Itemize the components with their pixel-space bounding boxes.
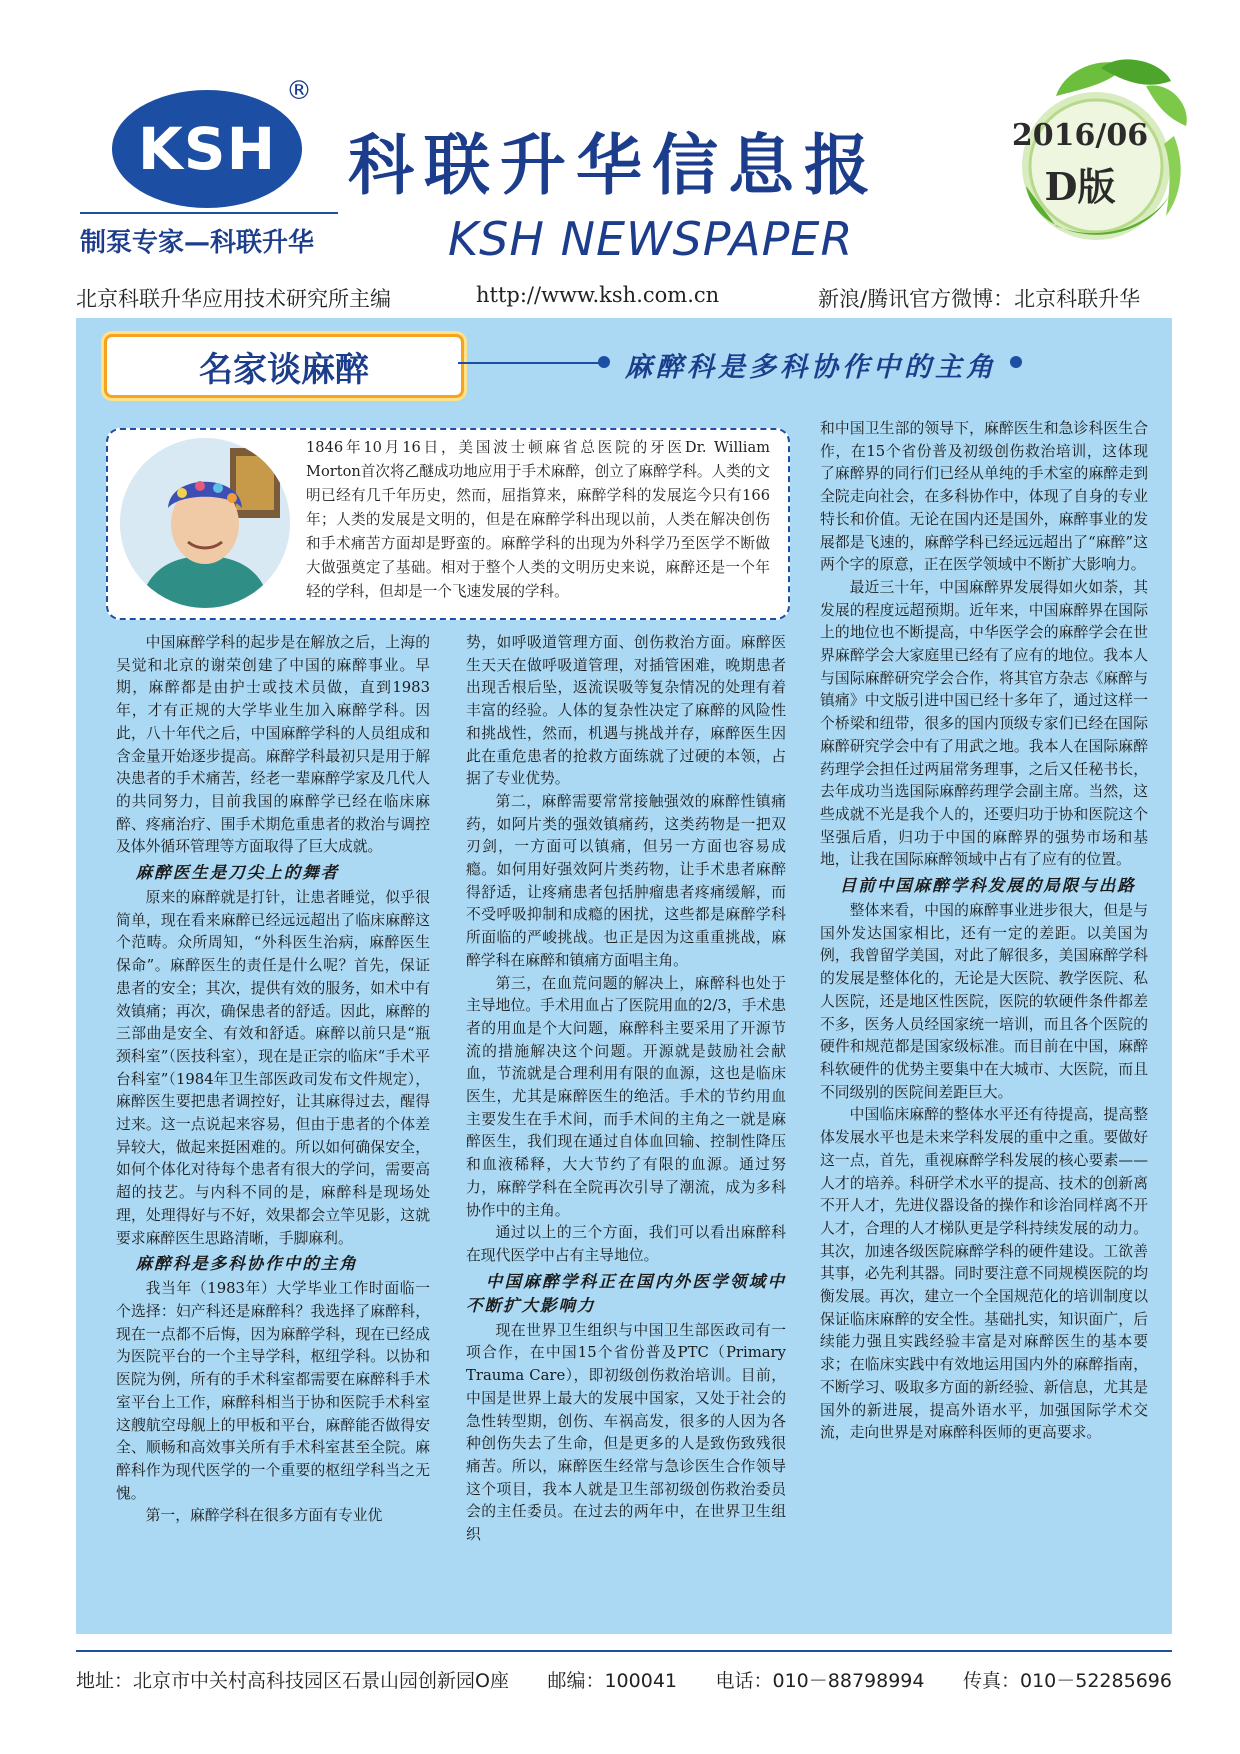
section-banner — [104, 334, 464, 398]
article-column-3 — [820, 418, 1148, 1445]
ksh-logo — [112, 90, 302, 208]
footer-divider — [76, 1650, 1172, 1652]
subheading-lead-role: 麻醉科是多科协作中的主角 — [135, 1254, 358, 1274]
footer — [76, 1666, 1172, 1693]
paragraph: 势，如呼吸道管理方面、创伤救治方面。麻醉医生天天在做呼吸道管理，对插管困难，晚期患者出现舌根后坠，返流误吸等复杂情况的处理有着丰富的经验。人体的复杂性决定了麻醉的风险性和挑战性，然而，机遇与挑战并存，麻醉医生因此在重危患者的抢救方面练就了过硬的本领，占据了专业优势。 — [466, 634, 786, 788]
bullet-dot-left — [598, 356, 610, 368]
weibo-line: 新浪/腾讯官方微博：北京科联升华 — [818, 287, 1141, 311]
footer-address: 地址：北京市中关村高科技园区石景山园创新园O座 — [76, 1670, 509, 1692]
website-link[interactable]: http://www.ksh.com.cn — [476, 283, 720, 307]
logo-text: KSH — [137, 115, 277, 183]
intro-paragraph: 1846年10月16日，美国波士顿麻省总医院的牙医Dr. William Morton首次将乙醚成功地应用于手术麻醉，创立了麻醉学科。人类的文明已经有几千年历史，然而，屈指算来，麻醉学科的发展迄今只有166年；人类的发展是文明的，但是在麻醉学科出现以前，人类在解决创伤和手术痛苦方面却是野蛮的。麻醉学科的出现为外科学乃至医学不断做大做强奠定了基础。相对于整个人类的文明历史来说，麻醉还是一个年轻的学科，但却是一个飞速发展的学科。 — [306, 439, 770, 600]
newspaper-title-en: KSH NEWSPAPER — [448, 212, 854, 266]
paragraph: 第二，麻醉需要常常接触强效的麻醉性镇痛药，如阿片类的强效镇痛药，这类药物是一把双刃剑，一方面可以镇痛，但另一方面也容易成瘾。如何用好强效阿片类药物，让手术患者麻醉得舒适，让疼痛患者包括肿瘤患者疼痛缓解，而不受呼吸抑制和成瘾的困扰，这些都是麻醉学科所面临的严峻挑战。也正是因为这重重挑战，麻醉学科在麻醉和镇痛方面唱主角。 — [466, 792, 786, 969]
newspaper-title-cn: 科联升华信息报 — [348, 126, 880, 204]
paragraph: 原来的麻醉就是打针，让患者睡觉，似乎很简单，现在看来麻醉已经远远超出了临床麻醉这个范畴。众所周知，“外科医生治病，麻醉医生保命”。麻醉医生的责任是什么呢？首先，保证患者的安全；其次，提供有效的服务，如术中有效镇痛；再次，确保患者的舒适。因此，麻醉的三部曲是安全、有效和舒适。麻醉以前只是“瓶颈科室”（医技科室），现在是正宗的临床“手术平台科室”（1984年卫生部医政司发布文件规定），麻醉医生要把患者调控好，让其麻得过去，醒得过来。这一点说起来容易，但由于患者的个体差异较大，做起来挺困难的。所以如何确保安全，如何个体化对待每个患者有很大的学问，需要高超的技艺。与内科不同的是，麻醉科是现场处理，处理得好与不好，效果都会立竿见影，这就要求麻醉医生思路清晰，手脚麻利。 — [116, 889, 430, 1247]
paragraph: 中国麻醉学科的起步是在解放之后，上海的吴觉和北京的谢荣创建了中国的麻醉事业。早期，麻醉都是由护士或技术员做，直到1983年，才有正规的大学毕业生加入麻醉学科。因此，八十年代之后，中国麻醉学科的人员组成和含金量开始逐步提高。麻醉学科最初只是用于解决患者的手术痛苦，经老一辈麻醉学家及几代人的共同努力，目前我国的麻醉学已经在临床麻醉、疼痛治疗、围手术期危重患者的救治与调控及体外循环管理等方面取得了巨大成就。 — [116, 634, 430, 856]
paragraph: 整体来看，中国的麻醉事业进步很大，但是与国外发达国家相比，还有一定的差距。以美国为例，我曾留学美国，对此了解很多，美国麻醉学科的发展是整体化的，无论是大医院、教学医院、私人医院，还是地区性医院，医院的软硬件条件都差不多，医务人员经国家统一培训，而且各个医院的硬件和规范都是国家级标准。而目前在中国，麻醉科软硬件的优势主要集中在大城市、大医院，而且不同级别的医院间差距巨大。 — [820, 902, 1148, 1101]
section-banner-text: 名家谈麻醉 — [199, 349, 369, 390]
logo-divider — [80, 212, 338, 214]
edition-version: D版 — [1044, 164, 1116, 209]
paragraph: 第一，麻醉学科在很多方面有专业优 — [145, 1507, 383, 1525]
paragraph: 最近三十年，中国麻醉界发展得如火如荼，其发展的程度远超预期。近年来，中国麻醉界在国际上的地位也不断提高，中华医学会的麻醉学会在世界麻醉学会大家庭里已经有了应有的地位。我本人与国际麻醉研究学会合作，将其官方杂志《麻醉与镇痛》中文版引进中国已经十多年了，通过这样一个桥梁和纽带，很多的国内顶级专家们已经在国际麻醉研究学会中有了用武之地。我本人在国际麻醉药理学会担任过两届常务理事，之后又任秘书长，去年成功当选国际麻醉药理学会副主席。当然，这些成就不光是我个人的，还要归功于协和医院这个坚强后盾，归功于中国的麻醉界的强势市场和基地，让我在国际麻醉领域中占有了应有的位置。 — [820, 578, 1148, 869]
paragraph: 现在世界卫生组织与中国卫生部医政司有一项合作，在中国15个省份普及PTC（Primary Trauma Care），即初级创伤救治培训。目前，中国是世界上最大的发展中国家，又处于社会的急性转型期，创伤、车祸高发，很多的人因为各种创伤失去了生命，但是更多的人是致伤致残很痛苦。所以，麻醉医生经常与急诊医生合作领导这个项目，我本人就是卫生部初级创伤救治委员会的主任委员。在过去的两年中，在世界卫生组织 — [466, 1321, 786, 1544]
section-subtitle: 麻醉科是多科协作中的主角 — [625, 352, 997, 383]
author-photo — [120, 438, 290, 608]
slogan: 制泵专家—科联升华 — [80, 228, 315, 258]
subheading-dancer: 麻醉医生是刀尖上的舞者 — [135, 863, 340, 883]
portrait-illustration — [120, 438, 290, 608]
footer-postcode: 邮编：100041 — [547, 1670, 677, 1692]
editor-line: 北京科联升华应用技术研究所主编 — [76, 287, 391, 311]
footer-fax: 传真：010－52285696 — [962, 1670, 1172, 1692]
registered-mark: ® — [286, 76, 312, 106]
article-column-1 — [116, 632, 430, 1528]
footer-phone: 电话：010－88798994 — [715, 1670, 925, 1692]
banner-rule-left — [458, 362, 608, 364]
subheading-influence: 中国麻醉学科正在国内外医学领域中不断扩大影响力 — [466, 1271, 786, 1315]
edition-date: 2016/06 — [1011, 118, 1149, 153]
paragraph: 通过以上的三个方面，我们可以看出麻醉科在现代医学中占有主导地位。 — [466, 1224, 786, 1264]
paragraph: 中国临床麻醉的整体水平还有待提高，提高整体发展水平也是未来学科发展的重中之重。要做好这一点，首先，重视麻醉学科发展的核心要素——人才的培养。科研学术水平的提高、技术的创新离不开人才，先进仪器设备的操作和诊治同样离不开人才，合理的人才梯队更是学科持续发展的动力。其次，加速各级医院麻醉学科的硬件建设。工欲善其事，必先利其器。同时要注意不同规模医院的均衡发展。再次，建立一个全国规范化的培训制度以保证临床麻醉的安全性。基础扎实，知识面广，后续能力强且实践经验丰富是对麻醉医生的基本要求；在临床实践中有效地运用国内外的麻醉指南，不断学习、吸取多方面的新经验、新信息，尤其是国外的新进展，提高外语水平，加强国际学术交流，走向世界是对麻醉科医师的更高要求。 — [820, 1106, 1148, 1442]
article-column-2 — [466, 632, 786, 1547]
bullet-dot-right — [1010, 356, 1022, 368]
subheading-limits: 目前中国麻醉学科发展的局限与出路 — [839, 876, 1136, 896]
paragraph: 我当年（1983年）大学毕业工作时面临一个选择：妇产科还是麻醉科？我选择了麻醉科，现在一点都不后悔，因为麻醉学科，现在已经成为医院平台的一个主导学科，枢纽学科。以协和医院为例，所有的手术科室都需要在麻醉科手术室平台上工作，麻醉科相当于协和医院手术科室这艘航空母舰上的甲板和平台，麻醉能否做得安全、顺畅和高效事关所有手术科室甚至全院。麻醉科作为现代医学的一个重要的枢纽学科当之无愧。 — [116, 1280, 430, 1502]
paragraph: 第三，在血荒问题的解决上，麻醉科也处于主导地位。手术用血占了医院用血的2/3，手术患者的用血是个大问题，麻醉科主要采用了开源节流的措施解决这个问题。开源就是鼓励社会献血，节流就是合理利用有限的血源，这也是临床医生，尤其是麻醉医生的绝活。手术的节约用血主要发生在手术间，而手术间的主角之一就是麻醉医生，我们现在通过自体血回输、控制性降压和血液稀释，大大节约了有限的血源。通过努力，麻醉学科在全院再次引导了潮流，成为多科协作中的主角。 — [466, 974, 786, 1219]
paragraph: 和中国卫生部的领导下，麻醉医生和急诊科医生合作，在15个省份普及初级创伤救治培训，这体现了麻醉界的同行们已经从单纯的手术室的麻醉走到全院走向社会，在多科协作中，体现了自身的专业特长和价值。无论在国内还是国外，麻醉事业的发展都是飞速的，麻醉学科已经远远超出了“麻醉”这两个字的原意，正在医学领域中不断扩大影响力。 — [820, 420, 1148, 574]
